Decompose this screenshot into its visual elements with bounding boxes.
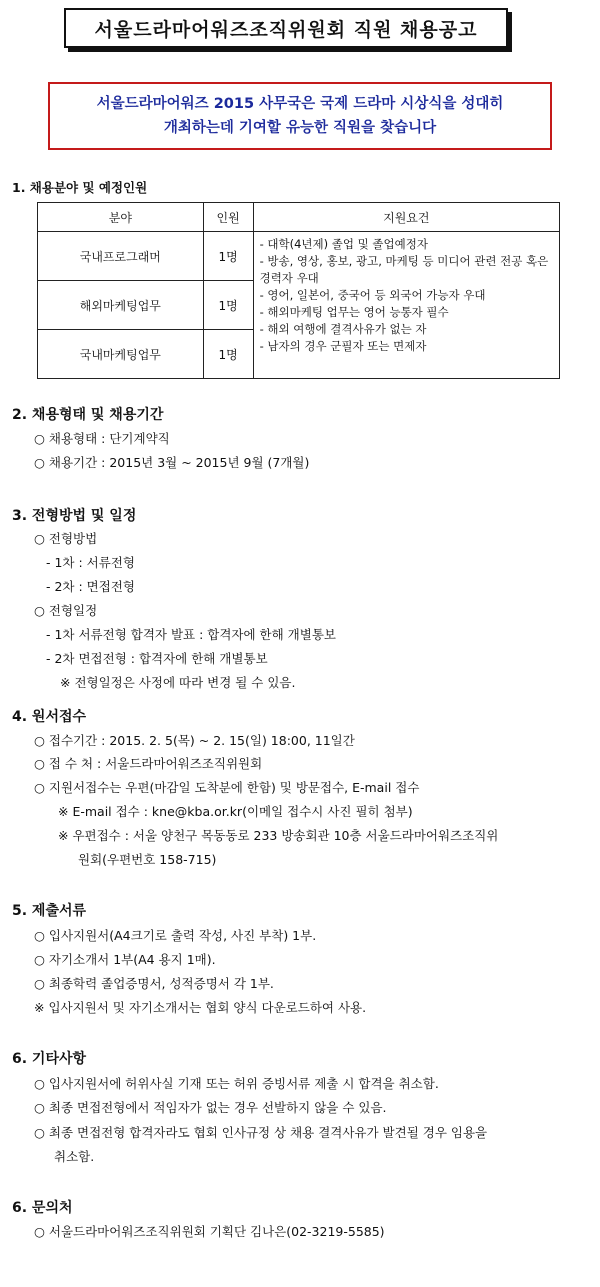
section-6-heading: 6. 기타사항 [12,1051,87,1067]
count-cell: 1명 [203,330,253,379]
list-item: ○ 입사지원서(A4크기로 출력 작성, 사진 부착) 1부. [34,928,317,943]
section-3-heading: 3. 전형방법 및 일정 [12,508,137,524]
requirements-cell [253,232,559,379]
section-4-heading: 4. 원서접수 [12,709,87,725]
count-cell: 1명 [203,232,253,281]
requirement-item: - 해외 여행에 결격사유가 없는 자 [259,322,427,336]
section-5-heading: 5. 제출서류 [12,903,87,919]
list-item: ○ 최종 면접전형에서 적임자가 없는 경우 선발하지 않을 수 있음. [34,1100,387,1115]
list-item: - 2차 면접전형 : 합격자에 한해 개별통보 [46,651,268,666]
list-item: 취소함. [54,1149,95,1164]
requirement-item: - 영어, 일본어, 중국어 등 외국어 가능자 우대 [259,288,486,302]
banner-line-2: 개최하는데 기여할 유능한 직원을 찾습니다 [163,120,437,136]
requirement-item: - 남자의 경우 군필자 또는 면제자 [259,339,427,353]
list-item: ※ 우편접수 : 서울 양천구 목동동로 233 방송회관 10층 서울드라마어워즈조직위 [58,828,499,843]
count-cell: 1명 [203,281,253,330]
table-header-row [38,203,560,232]
list-item: ○ 최종학력 졸업증명서, 성적증명서 각 1부. [34,976,274,991]
requirement-item: - 대학(4년제) 졸업 및 졸업예정자 [259,237,428,251]
list-item: ○ 자기소개서 1부(A4 용지 1매). [34,952,216,967]
list-item: - 1차 : 서류전형 [46,555,135,570]
list-item: ○ 입사지원서에 허위사실 기재 또는 허위 증빙서류 제출 시 합격을 취소함. [34,1076,439,1091]
column-header-requirements: 지원요건 [253,203,559,232]
list-item: ○ 접수기간 : 2015. 2. 5(목) ~ 2. 15(일) 18:00, 11일간 [34,733,355,748]
field-cell: 국내프로그래머 [38,232,204,281]
requirement-item: - 해외마케팅 업무는 영어 능통자 필수 [259,305,449,319]
list-item: - 1차 서류전형 합격자 발표 : 합격자에 한해 개별통보 [46,627,336,642]
column-header-count: 인원 [203,203,253,232]
banner-line-1: 서울드라마어워즈 2015 사무국은 국제 드라마 시상식을 성대히 [96,96,504,112]
list-item: ○ 서울드라마어워즈조직위원회 기획단 김나은(02-3219-5585) [34,1224,385,1239]
table-row [38,232,560,281]
list-item: ※ 전형일정은 사정에 따라 변경 될 수 있음. [60,675,296,690]
list-item: ○ 채용기간 : 2015년 3월 ~ 2015년 9월 (7개월) [34,455,310,470]
column-header-field: 분야 [38,203,204,232]
list-item: - 2차 : 면접전형 [46,579,135,594]
list-item: ○ 접 수 처 : 서울드라마어워즈조직위원회 [34,756,263,771]
recruitment-table [37,202,560,379]
section-2-heading: 2. 채용형태 및 채용기간 [12,407,164,423]
page-title: 서울드라마어워즈조직위원회 직원 채용공고 [64,8,508,48]
list-item: ○ 최종 면접전형 합격자라도 협회 인사규정 상 채용 결격사유가 발견될 경우 임용을 [34,1125,488,1140]
section-contact-heading: 6. 문의처 [12,1200,73,1216]
list-item: ○ 지원서접수는 우편(마감일 도착분에 한함) 및 방문접수, E-mail 접수 [34,780,420,795]
list-item: ※ 입사지원서 및 자기소개서는 협회 양식 다운로드하여 사용. [34,1000,367,1015]
list-item: 원회(우편번호 158-715) [78,852,217,867]
field-cell: 해외마케팅업무 [38,281,204,330]
list-item: ※ E-mail 접수 : kne@kba.or.kr(이메일 접수시 사진 필히 첨부) [58,804,413,819]
intro-banner [48,82,552,150]
requirement-item: - 방송, 영상, 홍보, 광고, 마케팅 등 미디어 관련 전공 혹은 경력자 우대 [259,254,549,285]
list-item: ○ 전형방법 [34,531,98,546]
section-1-heading: 1. 채용분야 및 예정인원 [12,180,148,195]
list-item: ○ 채용형태 : 단기계약직 [34,431,170,446]
field-cell: 국내마케팅업무 [38,330,204,379]
list-item: ○ 전형일정 [34,603,98,618]
